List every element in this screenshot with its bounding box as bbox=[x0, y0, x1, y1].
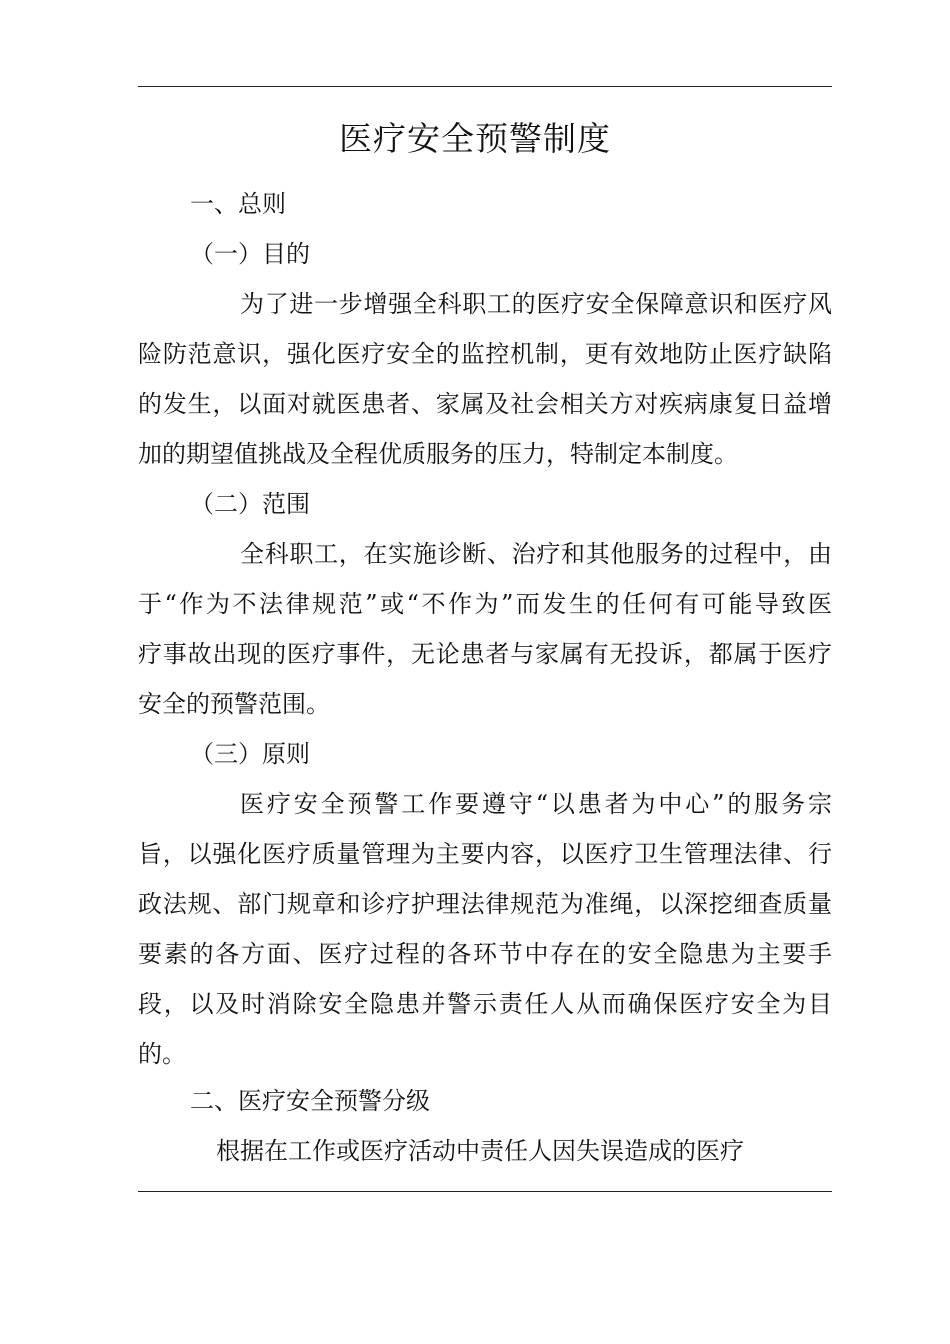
paragraph-line: 险防范意识，强化医疗安全的监控机制，更有效地防止医疗缺陷 bbox=[138, 340, 832, 368]
paragraph-line: 根据在工作或医疗活动中责任人因失误造成的医疗 bbox=[216, 1137, 744, 1165]
paragraph-line: 安全的预警范围。 bbox=[138, 690, 330, 718]
subsection1-heading: （一）目的 bbox=[190, 240, 310, 268]
paragraph-line: 旨，以强化医疗质量管理为主要内容，以医疗卫生管理法律、行 bbox=[138, 840, 832, 868]
paragraph-line: 要素的各方面、医疗过程的各环节中存在的安全隐患为主要手 bbox=[138, 940, 832, 968]
subsection2-heading: （二）范围 bbox=[190, 490, 310, 518]
header-rule bbox=[138, 86, 832, 87]
paragraph-line: 全科职工，在实施诊断、治疗和其他服务的过程中，由 bbox=[240, 540, 832, 568]
paragraph-line: 的。 bbox=[138, 1040, 186, 1068]
paragraph-line: 为了进一步增强全科职工的医疗安全保障意识和医疗风 bbox=[240, 290, 832, 318]
paragraph-line: 政法规、部门规章和诊疗护理法律规范为准绳，以深挖细查质量 bbox=[138, 890, 832, 918]
paragraph-line: 加的期望值挑战及全程优质服务的压力，特制定本制度。 bbox=[138, 440, 738, 468]
paragraph-line: 于“作为不法律规范”或“不作为”而发生的任何有可能导致医 bbox=[138, 590, 832, 618]
paragraph-line: 的发生，以面对就医患者、家属及社会相关方对疾病康复日益增 bbox=[138, 390, 832, 418]
document-title: 医疗安全预警制度 bbox=[339, 119, 611, 158]
paragraph-line: 医疗安全预警工作要遵守“以患者为中心”的服务宗 bbox=[240, 790, 832, 818]
paragraph-line: 段，以及时消除安全隐患并警示责任人从而确保医疗安全为目 bbox=[138, 990, 832, 1018]
subsection3-heading: （三）原则 bbox=[190, 740, 310, 768]
paragraph-line: 疗事故出现的医疗事件，无论患者与家属有无投诉，都属于医疗 bbox=[138, 640, 832, 668]
section2-heading: 二、医疗安全预警分级 bbox=[190, 1087, 430, 1115]
section1-heading: 一、总则 bbox=[190, 190, 286, 218]
footer-rule bbox=[138, 1191, 832, 1192]
